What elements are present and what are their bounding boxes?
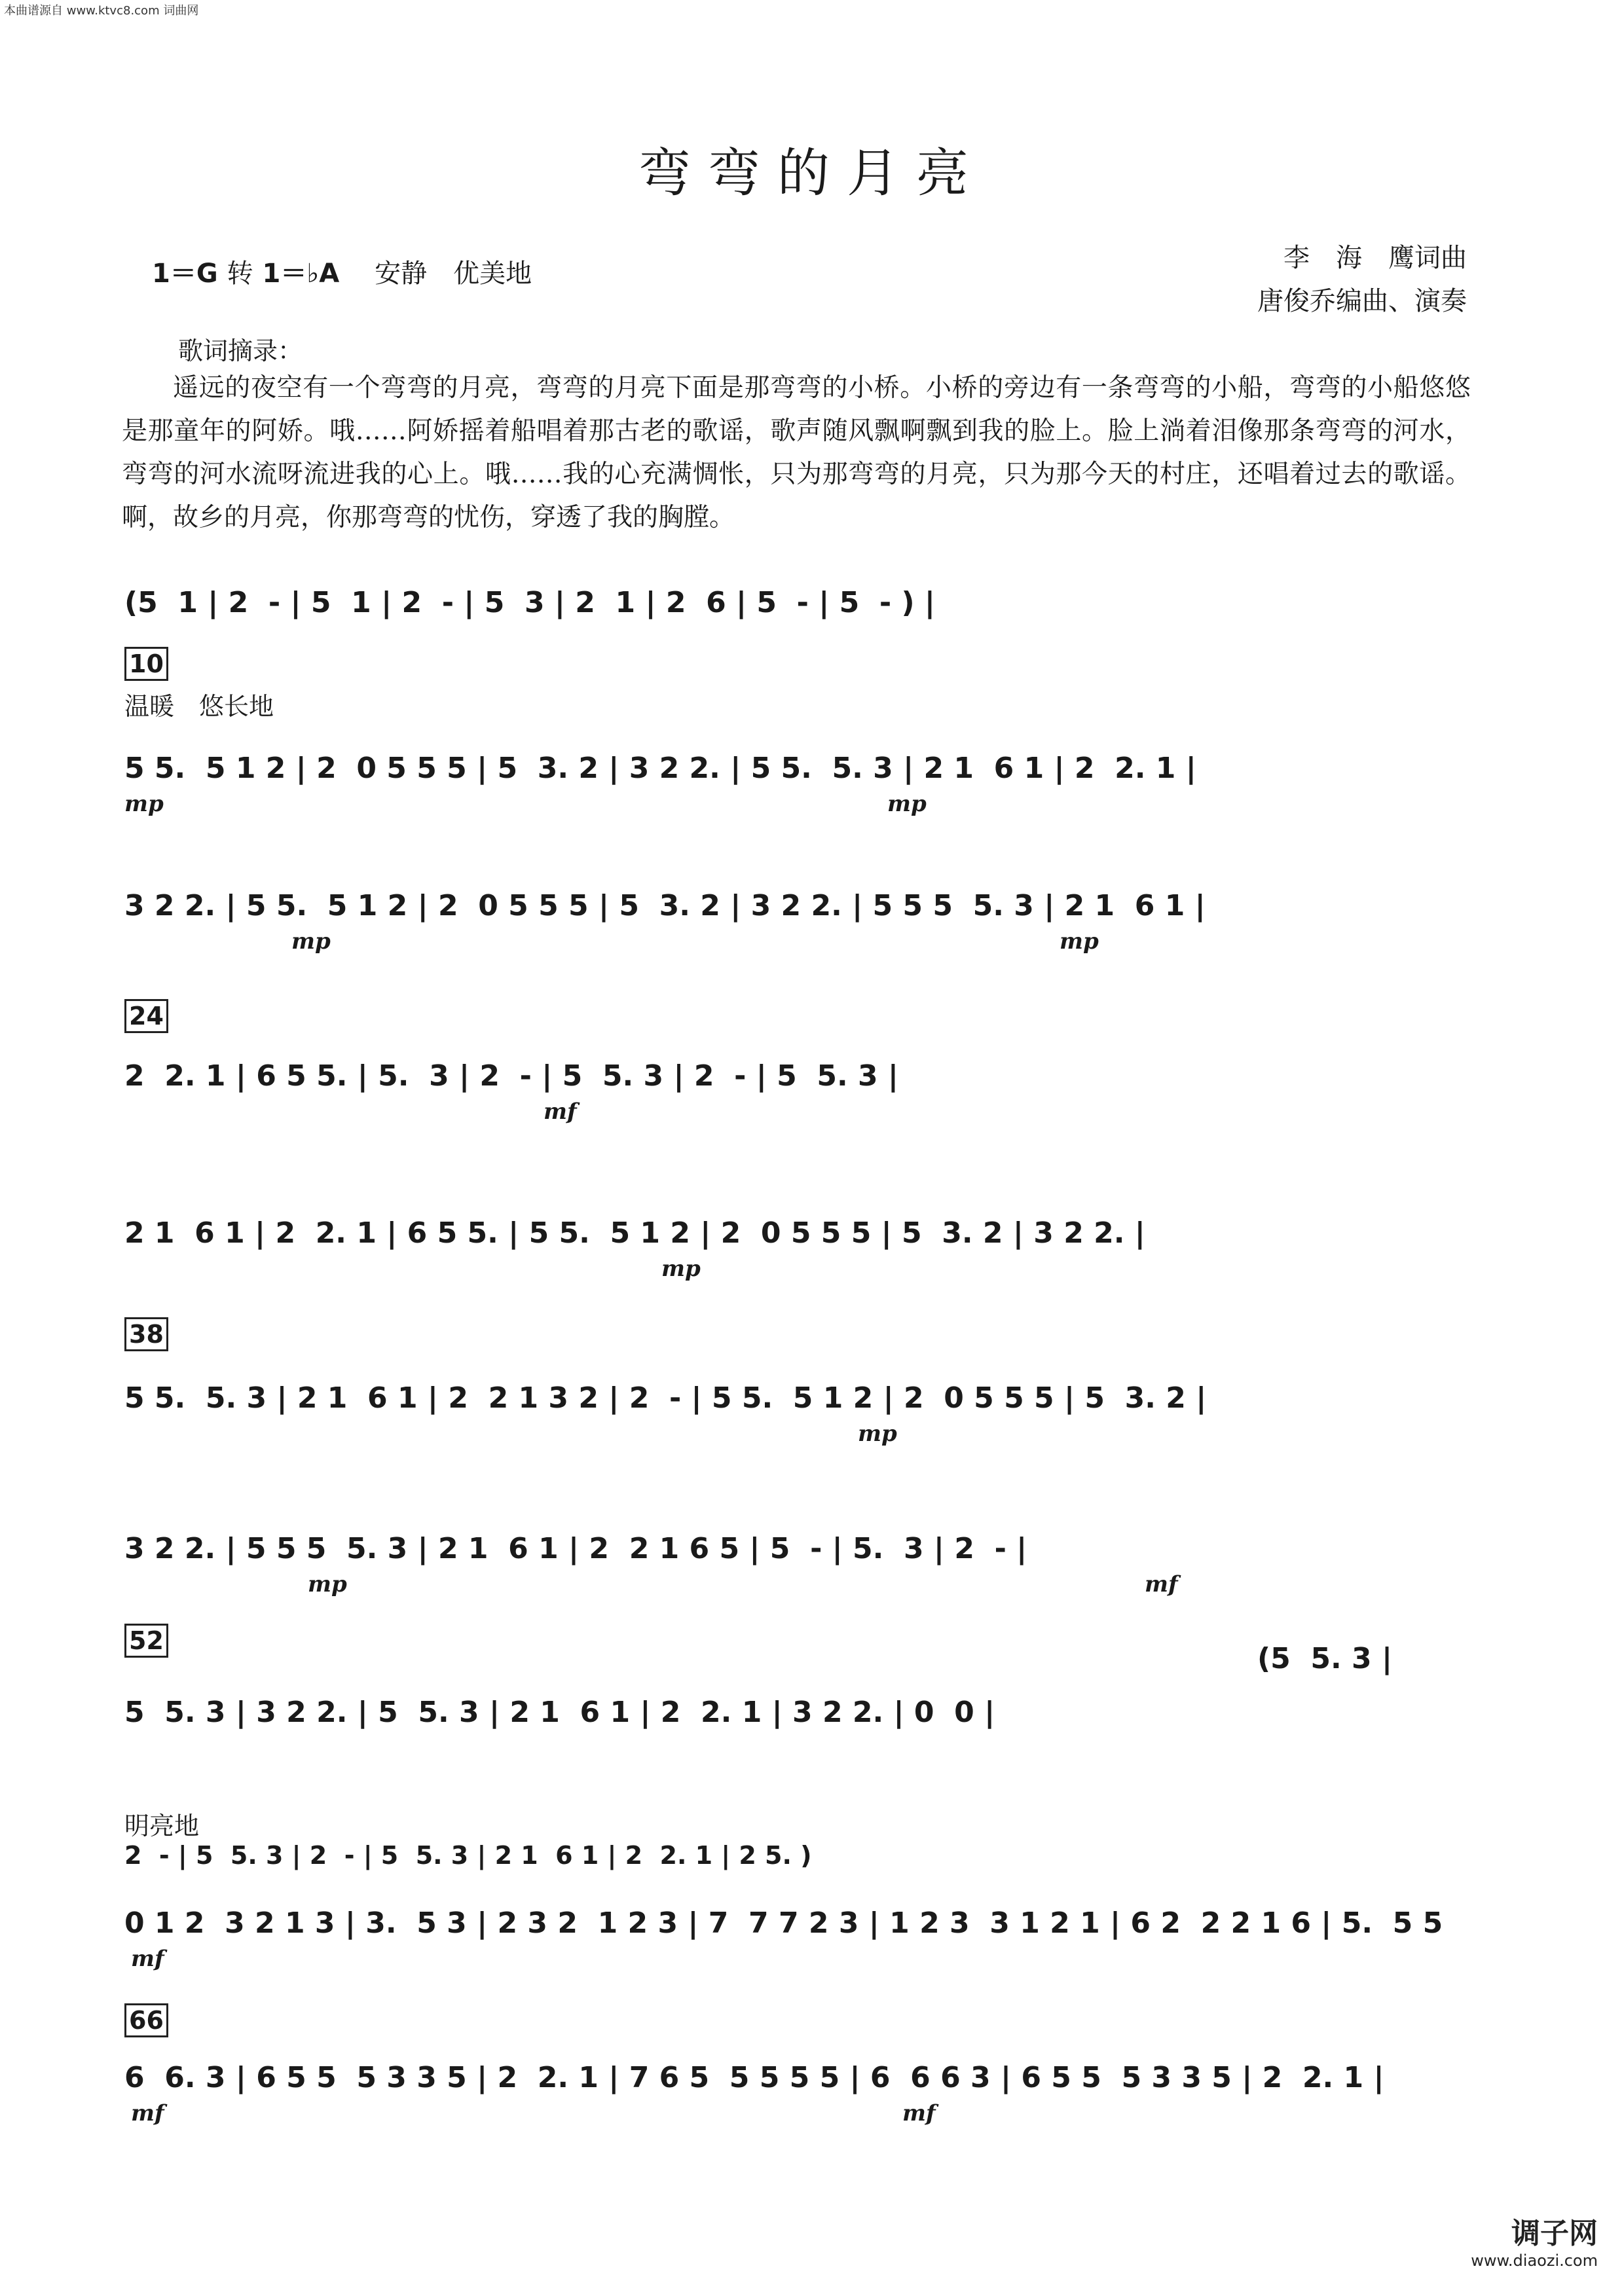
lyrics-heading: 歌词摘录：: [178, 337, 303, 365]
credit-arranger: 唐俊乔编曲、演奏: [1257, 286, 1467, 316]
dynamic-marking: mp: [124, 791, 164, 817]
expression-marking: 温暖 悠长地: [124, 692, 274, 721]
key-part2: 1＝♭A: [262, 259, 340, 289]
dynamic-marking: mf: [902, 2100, 936, 2126]
score-row-5: 2 1 6 1 | 2 2. 1 | 6 5 5. | 5 5. 5 1 2 | 2 0 5 5 5 | 5 3. 2 | 3 2 2. |: [124, 1216, 1145, 1250]
dynamic-marking: mp: [1060, 928, 1099, 955]
site-name: 调子网: [1511, 2217, 1598, 2250]
site-logo: [1471, 2210, 1598, 2270]
dynamic-marking: mp: [661, 1256, 701, 1282]
lyrics-text: 遥远的夜空有一个弯弯的月亮，弯弯的月亮下面是那弯弯的小桥。小桥的旁边有一条弯弯的小船，弯弯的小船悠悠是那童年的阿娇。哦……阿娇摇着船唱着那古老的歌谣，歌声随风飘啊飘到我的脸上。脸上淌着泪像那条弯弯的河水，弯弯的河水流呀流进我的心上。哦……我的心充满惆怅，只为那弯弯的月亮，只为那今天的村庄，还唱着过去的歌谣。啊，故乡的月亮，你那弯弯的忧伤，穿透了我的胸膛。: [122, 373, 1471, 532]
score-row-6: 5 5. 5. 3 | 2 1 6 1 | 2 2 1 3 2 | 2 - | 5 5. 5 1 2 | 2 0 5 5 5 | 5 3. 2 |: [124, 1381, 1207, 1415]
rehearsal-mark: 66: [124, 2003, 168, 2037]
expression-marking: 明亮地: [124, 1812, 200, 1840]
dynamic-marking: mf: [544, 1099, 577, 1125]
dynamic-marking: mp: [291, 928, 331, 955]
score-row-3: 3 2 2. | 5 5. 5 1 2 | 2 0 5 5 5 | 5 3. 2 | 3 2 2. | 5 5 5 5. 3 | 2 1 6 1 |: [124, 889, 1206, 922]
dynamic-marking: mp: [308, 1571, 347, 1597]
score-upper-line: (5 5. 3 |: [1257, 1642, 1393, 1675]
dynamic-marking: mf: [131, 2100, 164, 2126]
score-row-7: 3 2 2. | 5 5 5 5. 3 | 2 1 6 1 | 2 2 1 6 5 | 5 - | 5. 3 | 2 - |: [124, 1532, 1027, 1565]
key-turn: 转: [227, 259, 253, 289]
top-watermark: 本曲谱源自 www.ktvc8.com 词曲网: [4, 4, 199, 18]
rehearsal-mark: 10: [124, 647, 168, 681]
site-url: www.diaozi.com: [1471, 2251, 1598, 2270]
score-row-4: 2 2. 1 | 6 5 5. | 5. 3 | 2 - | 5 5. 3 | 2 - | 5 5. 3 |: [124, 1059, 898, 1093]
mood-marking: 安静 优美地: [375, 259, 532, 289]
dynamic-marking: mp: [858, 1421, 897, 1447]
dynamic-marking: mp: [887, 791, 927, 817]
rehearsal-mark: 24: [124, 999, 168, 1033]
credit-composer: 李 海 鹰词曲: [1283, 243, 1467, 273]
dynamic-marking: mf: [1145, 1571, 1178, 1597]
score-row-10: 6 6. 3 | 6 5 5 5 3 3 5 | 2 2. 1 | 7 6 5 5 5 5 5 | 6 6 6 3 | 6 5 5 5 3 3 5 | 2 2. 1 |: [124, 2061, 1384, 2094]
key-signature: [152, 253, 532, 290]
score-upper-line: 2 - | 5 5. 3 | 2 - | 5 5. 3 | 2 1 6 1 | 2 2. 1 | 2 5. ): [124, 1841, 812, 1870]
score-row-8: 5 5. 3 | 3 2 2. | 5 5. 3 | 2 1 6 1 | 2 2. 1 | 3 2 2. | 0 0 |: [124, 1696, 995, 1729]
score-row-9: 0 1 2 3 2 1 3 | 3. 5 3 | 2 3 2 1 2 3 | 7 7 7 2 3 | 1 2 3 3 1 2 1 | 6 2 2 2 1 6 | 5. 5 5: [124, 1906, 1443, 1940]
score-row-2: 5 5. 5 1 2 | 2 0 5 5 5 | 5 3. 2 | 3 2 2. | 5 5. 5. 3 | 2 1 6 1 | 2 2. 1 |: [124, 752, 1196, 785]
page-title: 弯弯的月亮: [638, 143, 986, 204]
score-row-1: (5 1 | 2 - | 5 1 | 2 - | 5 3 | 2 1 | 2 6 | 5 - | 5 - ) |: [124, 586, 935, 619]
rehearsal-mark: 52: [124, 1624, 168, 1658]
key-part1: 1＝G: [152, 259, 218, 289]
rehearsal-mark: 38: [124, 1317, 168, 1351]
dynamic-marking: mf: [131, 1946, 164, 1972]
